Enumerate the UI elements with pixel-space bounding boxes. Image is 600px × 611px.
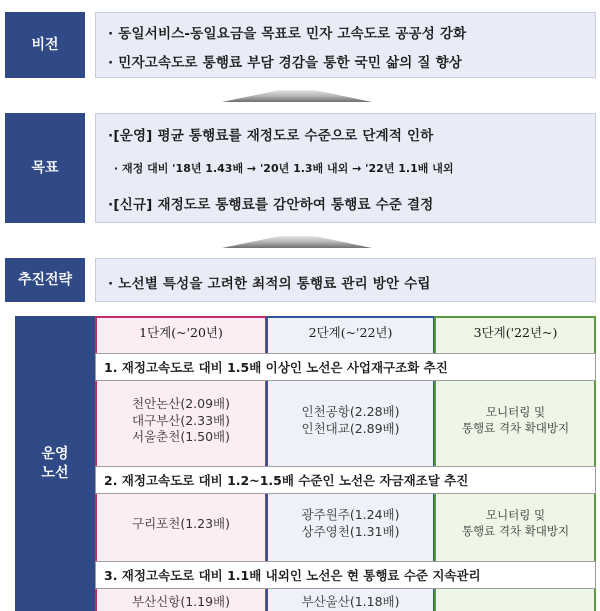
row-2-stage-1-cell [97,496,265,552]
stage-3-header: 3단계('22년~) [473,325,558,340]
strategy-label-box [5,258,85,302]
route-busan-ulsan: 부산울산(1.18배) [301,594,400,609]
row-2-header: 2. 재정고속도로 대비 1.2~1.5배 수준인 노선은 자금재조달 추진 [95,466,596,494]
row-1-monitoring-text: 모니터링 및 [485,405,546,420]
row-1-gap-text: 통행료 격차 확대방지 [461,421,570,435]
goal-label-box [5,113,85,223]
row-2-monitoring-text: 모니터링 및 [485,508,546,523]
vision-label-box [5,12,85,78]
row-3-stage-2-cell [268,594,433,611]
row-2-stage-2-cell [268,496,433,552]
row-3-header: 3. 재정고속도로 대비 1.1배 내외인 노선은 현 통행료 수준 지속관리 [95,561,596,589]
strategy-line: · 노선별 특성을 고려한 최적의 통행료 관리 방안 수립 [108,276,431,292]
route-busan-newport: 부산신항(1.19배) [132,594,230,609]
row-1-header: 1. 재정고속도로 대비 1.5배 이상인 노선은 사업재구조화 추진 [95,353,596,381]
goal-label: 목표 [31,159,59,176]
goal-line-3: ·[신규] 재정도로 통행료를 감안하여 통행료 수준 결정 [108,197,434,213]
route-guri-pocheon: 구리포천(1.23배) [132,515,230,531]
row-3-stage-1-cell [97,594,265,611]
route-gwangju-wonju: 광주원주(1.24배) [301,507,400,523]
route-daegu-busan: 대구부산(2.33배) [132,412,230,428]
up-arrow-1 [222,88,372,102]
vision-line-2: · 민자고속도로 통행료 부담 경감을 통한 국민 삶의 질 향상 [108,55,462,71]
operation-label-line-1: 운영 [41,445,69,462]
row-1-stage-3-cell [437,383,594,459]
strategy-content-box [95,258,596,302]
goal-line-2: · 재정 대비 '18년 1.43배 → '20년 1.3배 내외 → '22년 1.1배 내외 [114,162,454,175]
route-cheonan-nonsan: 천안논산(2.09배) [132,395,230,411]
goal-line-1: ·[운영] 평균 통행료를 재정도로 수준으로 단계적 인하 [108,128,434,144]
route-incheon-airport: 인천공항(2.28배) [301,404,400,420]
operation-label-box [15,316,95,611]
row-1-stage-2-cell [268,383,433,459]
row-1-stage-1-cell [97,383,265,459]
goal-content-box [95,113,596,223]
route-sangju-yeongcheon: 상주영천(1.31배) [301,524,400,539]
operation-label [41,445,68,483]
vision-content-box [95,12,596,78]
vision-line-1: · 동일서비스-동일요금을 목표로 민자 고속도로 공공성 강화 [108,26,467,42]
up-arrow-2 [222,234,372,248]
route-seoul-chuncheon: 서울춘천(1.50배) [132,429,230,445]
row-2-stage-3-cell [437,496,594,552]
stage-2-header: 2단계(~'22년) [308,325,393,340]
operation-label-line-2: 노선 [41,464,69,481]
row-2-gap-text: 통행료 격차 확대방지 [461,524,570,538]
route-incheon-bridge: 인천대교(2.89배) [301,421,400,436]
stage-1-header: 1단계(~'20년) [139,325,223,340]
vision-label: 비전 [31,36,59,53]
strategy-label: 추진전략 [17,271,73,288]
